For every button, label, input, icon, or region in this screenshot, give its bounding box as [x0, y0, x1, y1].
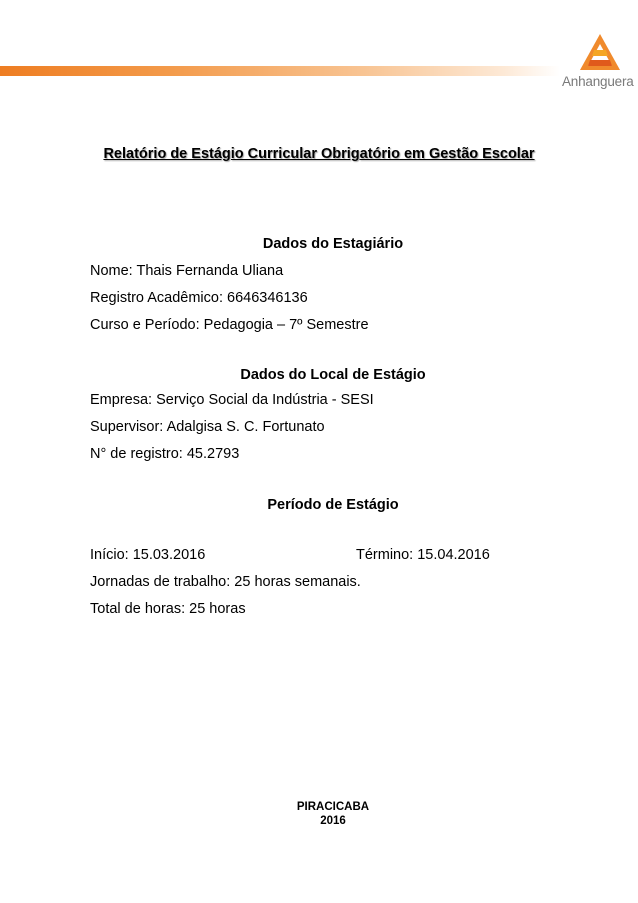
intern-name: Nome: Thais Fernanda Uliana: [90, 263, 284, 279]
intern-course: Curso e Período: Pedagogia – 7º Semestre: [90, 317, 369, 333]
supervisor: Supervisor: Adalgisa S. C. Fortunato: [90, 419, 325, 435]
end-date: Término: 15.04.2016: [356, 547, 490, 563]
intern-data-heading: Dados do Estagiário: [262, 236, 404, 252]
register-number: N° de registro: 45.2793: [90, 446, 240, 462]
intern-registration: Registro Acadêmico: 6646346136: [90, 290, 308, 306]
footer-city: PIRACICABA: [296, 801, 370, 813]
company: Empresa: Serviço Social da Indústria - SESI: [90, 392, 374, 408]
workload: Jornadas de trabalho: 25 horas semanais.: [90, 574, 361, 590]
total-hours: Total de horas: 25 horas: [90, 601, 246, 617]
header-accent-band: [0, 66, 560, 76]
internship-place-heading: Dados do Local de Estágio: [240, 367, 426, 383]
internship-period-heading: Período de Estágio: [267, 497, 399, 513]
start-date: Início: 15.03.2016: [90, 547, 206, 563]
brand-name: Anhanguera: [562, 74, 634, 89]
document-title: Relatório de Estágio Curricular Obrigatório em Gestão Escolar: [103, 146, 535, 162]
footer-year: 2016: [320, 815, 346, 827]
